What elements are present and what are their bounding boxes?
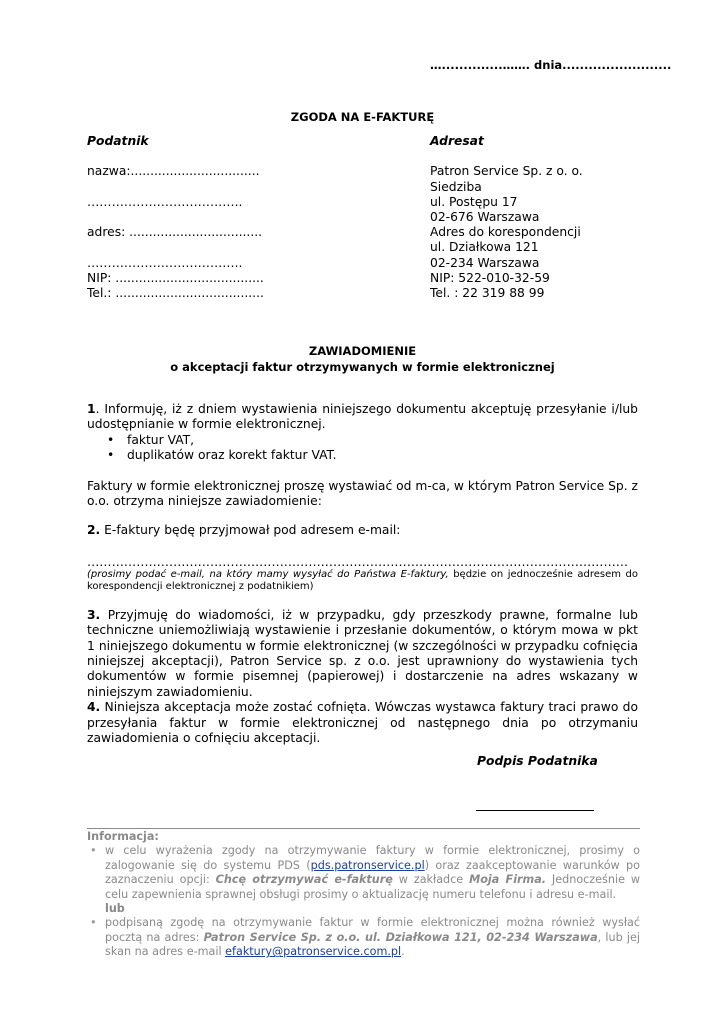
addressee-phone: Tel. : 22 319 88 99 [430,286,545,301]
document-title: ZGODA NA E-FAKTURĘ [290,110,435,124]
info-item-text: . [401,945,405,959]
addressee-corr-city: 02-234 Warszawa [430,255,540,270]
signature-label: Podpis Podatnika [477,754,598,768]
addressee-company: Patron Service Sp. z o. o. [430,164,583,179]
email-note-rest: będzie on jednocześnie adresem do korespondencji elektronicznej z podatnikiem) [87,568,638,593]
info-item-text: Jednocześnie w celu zapewnienia sprawnej obsługi prosimy o aktualizację numeru telefonu i adresu e-mail. [105,873,641,901]
addressee-corr-street: ul. Działkowa 121 [430,240,539,255]
list-item: • duplikatów oraz korekt faktur VAT. [87,448,638,463]
date-line: …..............……. dnia......................... [430,58,672,72]
paragraph-3-text: Przyjmuję do wiadomości, iż w przypadku, gdy przeszkody prawne, formalne lub techniczne uniemożliwiają wystawienie i przesłanie dokumentów, o którym mowa w pkt 1 niniejszego dokumentu w formie elektronicznej (w szczególności w przypadku cofnięcia niniejszej akceptacji), Patron Service sp. z o.o. jest uprawniony do wystawienia tych dokumentów w formie pisemnej (papierowej) i dostarczenie na adres wskazany w niniejszym zawiadomieniu. [87,607,638,699]
paragraph-4-text: Niniejsza akceptacja może zostać cofnięta. Wówczas wystawca faktury traci prawo do przesyłania faktur w formie elektronicznej od następnego dnia po otrzymaniu zawiadomienia o cofnięciu akceptacji. [87,700,638,746]
addressee-nip: NIP: 522-010-32-59 [430,270,550,285]
taxpayer-name-field-2: ……………………………….. [87,194,243,209]
info-heading: Informacja: [87,830,159,843]
email-note [87,569,638,594]
paragraph-2 [87,523,638,538]
paragraph-1-text: . Informuję, iż z dniem wystawienia niniejszego dokumentu akceptuję przesyłanie i/lub udostępnianie w formie elektronicznej. [87,402,638,432]
notice-heading [0,343,725,375]
addressee-seat-city: 02-676 Warszawa [430,210,540,224]
info-item-text: ) oraz zaakceptowanie warunków po zaznaczeniu opcji: [105,858,640,887]
info-list [87,844,640,902]
efaktury-email-link[interactable]: efaktury@patronservice.com.pl [225,945,402,959]
paragraph-4 [87,700,638,746]
pds-link[interactable]: pds.patronservice.pl [310,858,425,872]
paragraph-invoices: Faktury w formie elektronicznej proszę wystawiać od m-ca, w którym Patron Service Sp. z o.o. otrzyma niniejsze zawiadomienie: [87,478,639,509]
email-note-italic: (prosimy podać e-mail, na który mamy wysyłać do Państwa E-faktury, [87,568,449,580]
info-item-text: w zakładce [392,873,470,887]
info-or: lub [105,902,125,916]
taxpayer-nip-field: NIP: ...................................... [87,270,264,285]
info-item-text: , lub jej skan na adres e-mail [105,930,640,959]
addressee-seat-street: ul. Postępu 17 [430,194,518,209]
taxpayer-blank [87,210,264,225]
taxpayer-address-field: adres: .................................. [87,225,263,240]
addressee-corr-label: Adres do korespondencji [430,225,581,240]
invoice-type-list [87,433,638,464]
taxpayer-block [87,134,264,301]
addressee-seat-label: Siedziba [430,179,482,194]
option-name: Chcę otrzymywać e-fakturę [215,873,393,887]
tab-name: Moja Firma. [469,873,547,887]
paragraph-3 [87,608,638,700]
taxpayer-phone-field: Tel.: ...................................... [87,285,264,300]
info-item-text: podpisaną zgodę na otrzymywanie faktur w formie elektronicznej można również wysłać pocztą na adres: [105,916,640,944]
taxpayer-blank [87,180,264,195]
paragraph-2-number: 2. [87,523,101,538]
addressee-heading: Adresat [430,134,484,148]
paragraph-3-number: 3. [87,607,101,622]
info-item-text: w celu wyrażenia zgody na otrzymywanie faktury w formie elektronicznej, prosimy o zalogowanie się do systemu PDS ( [105,844,640,872]
paragraph-1 [87,402,638,433]
taxpayer-name-field: nazwa:................................. [87,164,260,179]
email-dotted-field: …………………………………………………………………………………………………………………… [87,554,629,569]
addressee-block [430,134,583,301]
taxpayer-heading: Podatnik [87,134,149,148]
notice-subtitle: o akceptacji faktur otrzymywanych w formie elektronicznej [170,360,555,374]
info-list [87,916,640,959]
notice-title: ZAWIADOMIENIE [308,344,417,358]
paragraph-1-number: 1 [87,402,96,416]
info-divider [87,828,640,829]
postal-address: Patron Service Sp. z o.o. ul. Działkowa 121, 02-234 Warszawa [203,930,598,944]
signature-line [476,798,594,811]
document-body [87,402,638,747]
info-item-post [87,916,640,959]
taxpayer-address-field-2: ……………………………….. [87,255,243,270]
info-item-pds [87,844,640,902]
info-block [87,830,640,960]
paragraph-4-number: 4. [87,700,101,715]
taxpayer-blank [87,240,264,255]
paragraph-2-text: E-faktury będę przyjmował pod adresem e-mail: [100,523,401,538]
list-item: • faktur VAT, [87,433,638,448]
